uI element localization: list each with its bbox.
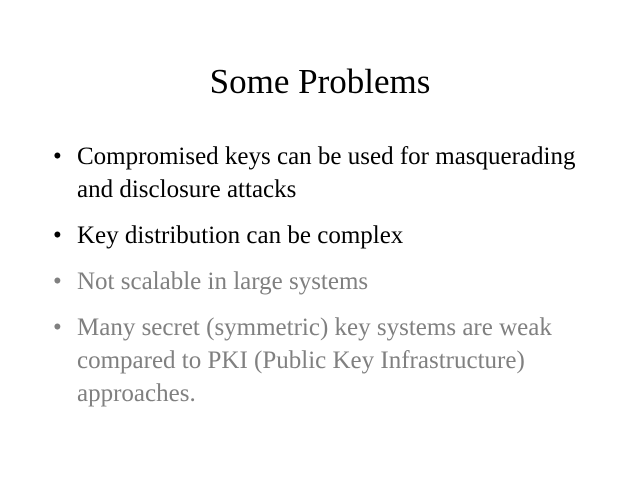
slide-title: Some Problems: [209, 62, 431, 101]
bullet-icon: •: [53, 222, 62, 249]
bullet-icon: •: [53, 268, 62, 295]
bullet-text: Many secret (symmetric) key systems are weak compared to PKI (Public Key Infrastructure) approaches.: [77, 314, 552, 407]
bullet-item-weak-vs-pki: [52, 311, 612, 410]
bullet-icon: •: [53, 143, 62, 170]
bullet-text: Key distribution can be complex: [77, 222, 404, 249]
bullet-icon: •: [53, 314, 62, 341]
bullet-text: Not scalable in large systems: [77, 268, 369, 295]
bullet-item-compromised-keys: [52, 140, 612, 206]
bullet-item-not-scalable: [52, 265, 612, 298]
bullet-item-key-distribution: [52, 219, 612, 252]
bullet-text: Compromised keys can be used for masquerading and disclosure attacks: [77, 143, 576, 203]
bullet-list: [52, 140, 612, 423]
